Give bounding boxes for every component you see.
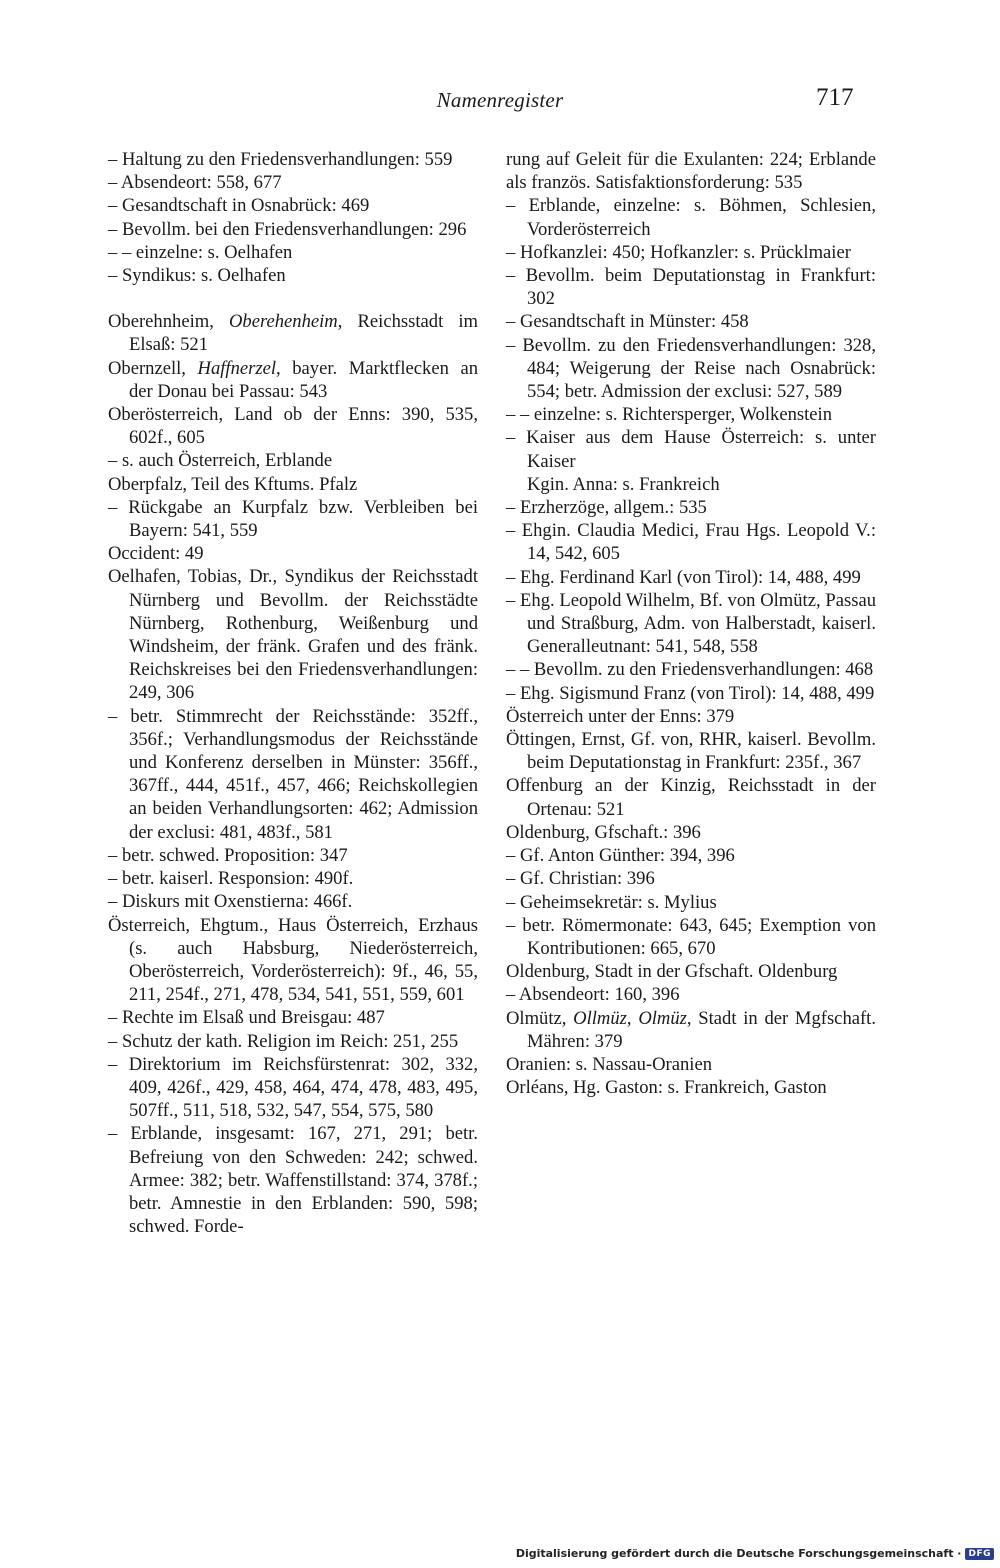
index-column-left bbox=[108, 148, 478, 1238]
index-entry: – – Bevollm. zu den Friedensverhandlungen: 468 bbox=[506, 659, 874, 681]
index-entry: – Absendeort: 160, 396 bbox=[506, 984, 680, 1006]
index-entry: – Rechte im Elsaß und Breisgau: 487 bbox=[108, 1007, 385, 1029]
index-entry: – – einzelne: s. Richtersperger, Wolkenstein bbox=[506, 404, 832, 426]
index-entry: Oranien: s. Nassau-Oranien bbox=[506, 1053, 713, 1075]
index-entry: Kgin. Anna: s. Frankreich bbox=[527, 473, 720, 495]
index-entry: – Schutz der kath. Religion im Reich: 251, 255 bbox=[108, 1030, 459, 1052]
index-entry: Oldenburg, Gfschaft.: 396 bbox=[506, 821, 701, 843]
index-entry: Öttingen, Ernst, Gf. von, RHR, kaiserl. Bevollm. beim Deputationstag in Frankfurt: 235f., 367 bbox=[506, 729, 876, 774]
index-entry: – Gf. Christian: 396 bbox=[506, 868, 655, 890]
index-entry: – Erzherzöge, allgem.: 535 bbox=[506, 497, 707, 519]
index-entry: – Diskurs mit Oxenstierna: 466f. bbox=[108, 891, 353, 913]
index-entry: – Haltung zu den Friedensverhandlungen: 559 bbox=[108, 149, 453, 170]
index-entry: – Geheimsekretär: s. Mylius bbox=[506, 891, 717, 913]
index-entry: – Gesandtschaft in Münster: 458 bbox=[506, 311, 749, 333]
index-entry: Oberehnheim, Oberehenheim, Reichsstadt im Elsaß: 521 bbox=[108, 311, 478, 356]
index-entry: – Erblande, insgesamt: 167, 271, 291; betr. Befreiung von den Schweden: 242; schwed. Armee: 382; betr. Waffenstillstand: 374, 378f.; betr. Amnestie in den Erblanden: 590, 598; schwed. Forde- bbox=[108, 1123, 478, 1238]
index-entry: – Rückgabe an Kurpfalz bzw. Verbleiben bei Bayern: 541, 559 bbox=[108, 496, 478, 542]
index-entry: – betr. kaiserl. Responsion: 490f. bbox=[108, 868, 354, 890]
index-entry: – Hofkanzlei: 450; Hofkanzler: s. Prücklmaier bbox=[506, 241, 851, 263]
index-entry: – Ehg. Leopold Wilhelm, Bf. von Olmütz, Passau und Straßburg, Adm. von Halberstadt, kaiserl. Generalleutnant: 541, 548, 558 bbox=[506, 589, 876, 658]
index-entry: Oberösterreich, Land ob der Enns: 390, 535, 602f., 605 bbox=[108, 404, 478, 449]
index-entry: rung auf Geleit für die Exulanten: 224; Erblande als französ. Satisfaktionsforderung: 535 bbox=[506, 149, 876, 194]
footer-text: Digitalisierung gefördert durch die Deutsche Forschungsgemeinschaft · bbox=[515, 1547, 962, 1560]
index-entry: – betr. Stimmrecht der Reichsstände: 352ff., 356f.; Verhandlungsmodus der Reichsstände und Konferenz derselben in Münster: 356ff., 367ff., 444, 451f., 457, 466; Reichskollegien an beiden Verhandlungsorten: 462; Admission der exclusi: 481, 483f., 581 bbox=[108, 705, 478, 843]
index-entry: – Gf. Anton Günther: 394, 396 bbox=[506, 845, 735, 867]
running-title: Namenregister bbox=[436, 88, 564, 112]
index-entry: Olmütz, Ollmüz, Olmüz, Stadt in der Mgfschaft. Mähren: 379 bbox=[506, 1007, 876, 1052]
dfg-logo: DFG bbox=[965, 1548, 994, 1560]
index-entry: – Gesandtschaft in Osnabrück: 469 bbox=[108, 195, 370, 217]
index-entry: – Ehg. Sigismund Franz (von Tirol): 14, 488, 499 bbox=[506, 682, 875, 704]
index-entry: – Erblande, einzelne: s. Böhmen, Schlesien, Vorderösterreich bbox=[506, 195, 876, 240]
index-entry: Oberpfalz, Teil des Kftums. Pfalz bbox=[108, 473, 358, 495]
index-entry: – Bevollm. bei den Friedensverhandlungen: 296 bbox=[108, 218, 467, 240]
footer-credit bbox=[516, 1547, 994, 1560]
index-entry: – Bevollm. zu den Friedensverhandlungen: 328, 484; Weigerung der Reise nach Osnabrück: 554; betr. Admission der exclusi: 527, 589 bbox=[506, 334, 876, 403]
index-entry: – Bevollm. beim Deputationstag in Frankfurt: 302 bbox=[506, 265, 876, 310]
index-entry: – betr. Römermonate: 643, 645; Exemption von Kontributionen: 665, 670 bbox=[506, 914, 876, 959]
index-entry: Occident: 49 bbox=[108, 543, 204, 565]
page-number: 717 bbox=[816, 84, 854, 111]
index-entry: – Absendeort: 558, 677 bbox=[108, 172, 282, 194]
index-entry: – Syndikus: s. Oelhafen bbox=[108, 265, 286, 287]
index-entry: – s. auch Österreich, Erblande bbox=[108, 450, 333, 472]
index-entry: Obernzell, Haffnerzel, bayer. Marktflecken an der Donau bei Passau: 543 bbox=[108, 357, 478, 402]
index-entry: – Direktorium im Reichsfürstenrat: 302, 332, 409, 426f., 429, 458, 464, 474, 478, 483, 495, 507ff., 511, 518, 532, 547, 554, 575, 580 bbox=[108, 1053, 478, 1122]
index-entry: – Ehg. Ferdinand Karl (von Tirol): 14, 488, 499 bbox=[506, 566, 861, 588]
index-column-right bbox=[506, 148, 876, 1099]
index-entry: Offenburg an der Kinzig, Reichsstadt in der Ortenau: 521 bbox=[506, 775, 876, 820]
index-entry: Österreich, Ehgtum., Haus Österreich, Erzhaus (s. auch Habsburg, Niederösterreich, Oberösterreich, Vorderösterreich): 9f., 46, 55, 211, 254f., 271, 478, 534, 541, 551, 559, 601 bbox=[108, 914, 478, 1006]
index-entry: – betr. schwed. Proposition: 347 bbox=[108, 844, 348, 866]
index-entry: Oldenburg, Stadt in der Gfschaft. Oldenburg bbox=[506, 961, 838, 983]
index-entry: Orléans, Hg. Gaston: s. Frankreich, Gaston bbox=[506, 1077, 827, 1099]
index-entry: – – einzelne: s. Oelhafen bbox=[108, 241, 293, 263]
index-entry: Oelhafen, Tobias, Dr., Syndikus der Reichsstadt Nürnberg und Bevollm. der Reichsstädte Nürnberg, Rothenburg, Weißenburg und Windsheim, der fränk. Grafen und des fränk. Reichskreises bei den Friedensverhandlungen: 249, 306 bbox=[108, 566, 478, 704]
index-entry: – Ehgin. Claudia Medici, Frau Hgs. Leopold V.: 14, 542, 605 bbox=[506, 520, 876, 565]
section-gap bbox=[108, 287, 478, 310]
index-entry: – Kaiser aus dem Hause Österreich: s. unter Kaiser bbox=[506, 427, 876, 472]
index-entry: Österreich unter der Enns: 379 bbox=[506, 705, 735, 727]
